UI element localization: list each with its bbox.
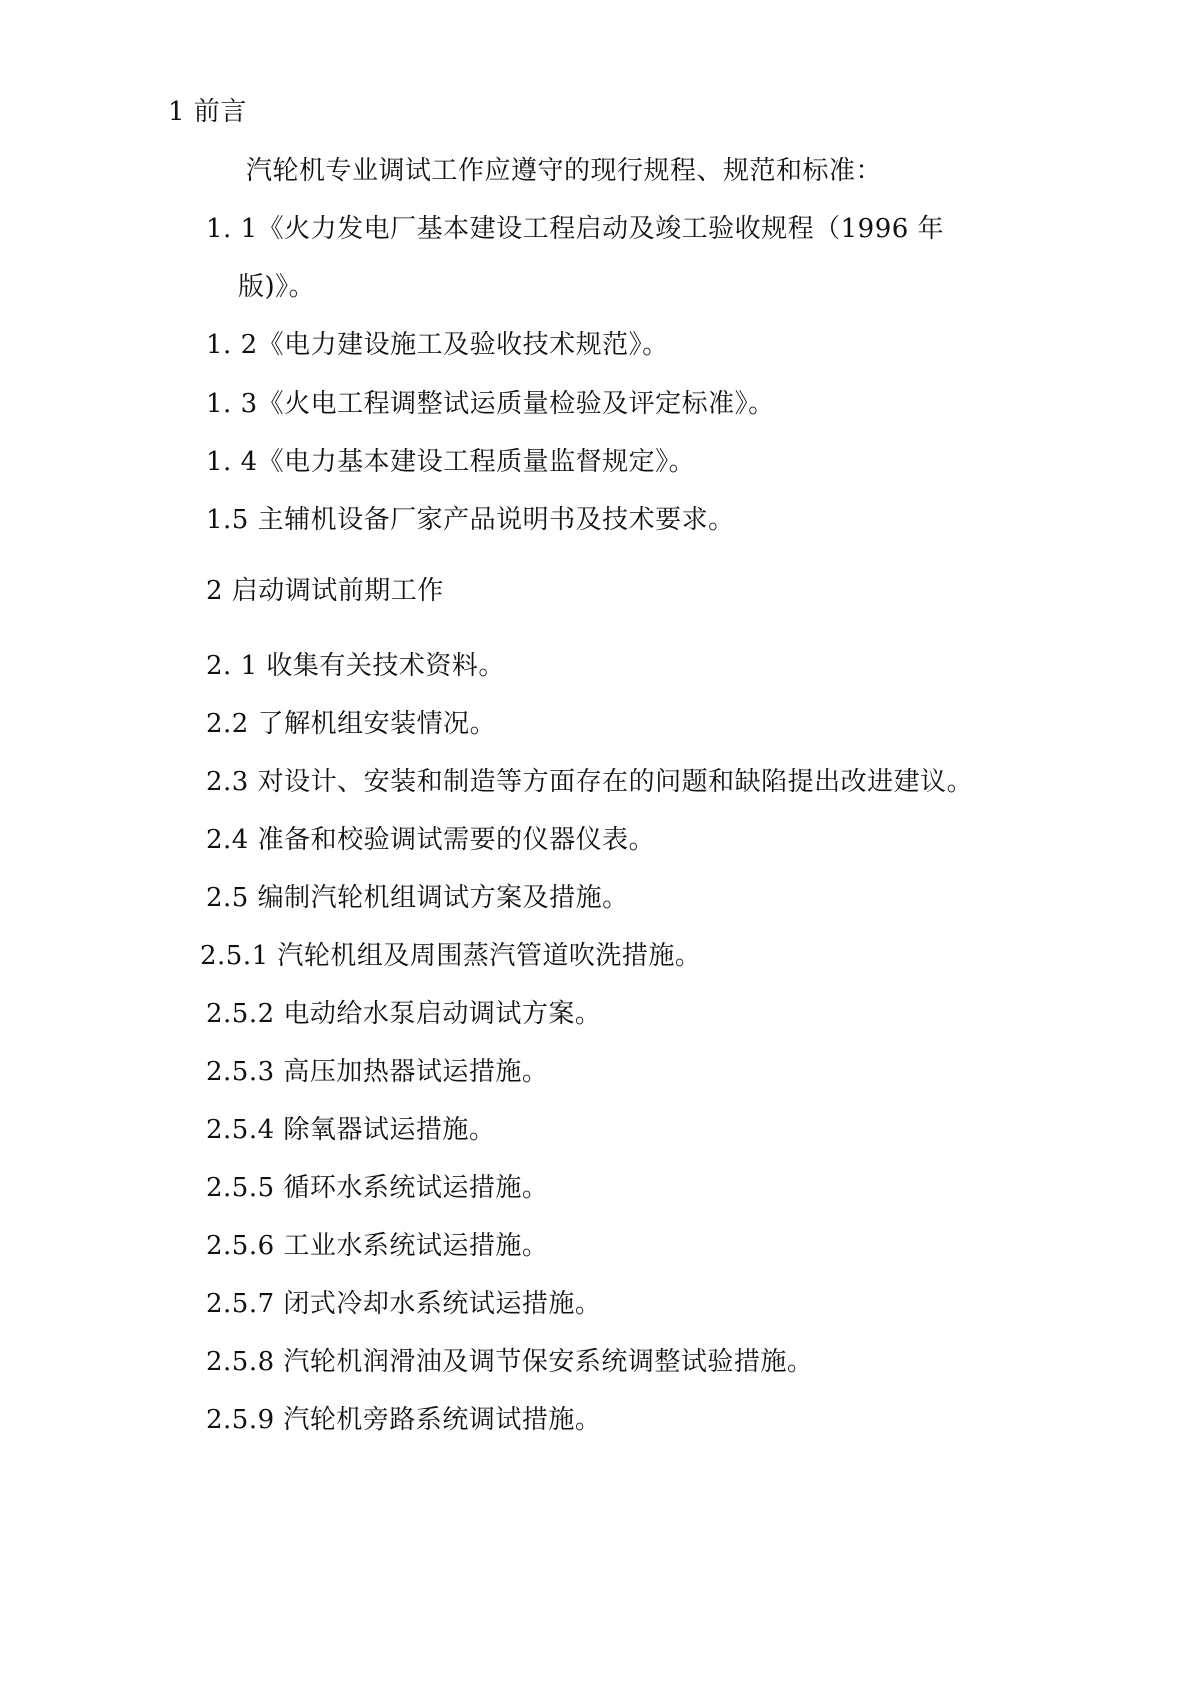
section-2-heading: 2 启动调试前期工作 — [206, 576, 444, 606]
list-item: 2.5.2 电动给水泵启动调试方案。 — [206, 999, 602, 1029]
list-item: 2.5.4 除氧器试运措施。 — [206, 1115, 496, 1145]
list-item: 2.5 编制汽轮机组调试方案及措施。 — [206, 883, 629, 913]
list-item: 2.4 准备和校验调试需要的仪器仪表。 — [206, 825, 656, 855]
list-item: 2.5.1 汽轮机组及周围蒸汽管道吹洗措施。 — [200, 941, 702, 971]
list-item: 1. 3《火电工程调整试运质量检验及评定标准》。 — [206, 389, 775, 419]
list-item: 2.5.5 循环水系统试运措施。 — [206, 1173, 549, 1203]
list-item: 1.5 主辅机设备厂家产品说明书及技术要求。 — [206, 505, 735, 535]
list-item: 2.3 对设计、安装和制造等方面存在的问题和缺陷提出改进建议。 — [206, 767, 974, 797]
list-item: 版)》。 — [238, 272, 316, 302]
section-1-heading: 1 前言 — [168, 97, 247, 127]
list-item: 2.5.9 汽轮机旁路系统调试措施。 — [206, 1405, 602, 1435]
list-item: 2.5.3 高压加热器试运措施。 — [206, 1057, 549, 1087]
list-item: 1. 4《电力基本建设工程质量监督规定》。 — [206, 447, 696, 477]
list-item: 2. 1 收集有关技术资料。 — [206, 651, 505, 681]
section-1-intro: 汽轮机专业调试工作应遵守的现行规程、规范和标准： — [246, 156, 883, 186]
list-item: 1. 1《火力发电厂基本建设工程启动及竣工验收规程（1996 年 — [206, 214, 945, 244]
list-item: 2.5.6 工业水系统试运措施。 — [206, 1231, 549, 1261]
list-item: 2.2 了解机组安装情况。 — [206, 709, 497, 739]
list-item: 2.5.8 汽轮机润滑油及调节保安系统调整试验措施。 — [206, 1347, 814, 1377]
list-item: 1. 2《电力建设施工及验收技术规范》。 — [206, 330, 669, 360]
list-item: 2.5.7 闭式冷却水系统试运措施。 — [206, 1289, 602, 1319]
